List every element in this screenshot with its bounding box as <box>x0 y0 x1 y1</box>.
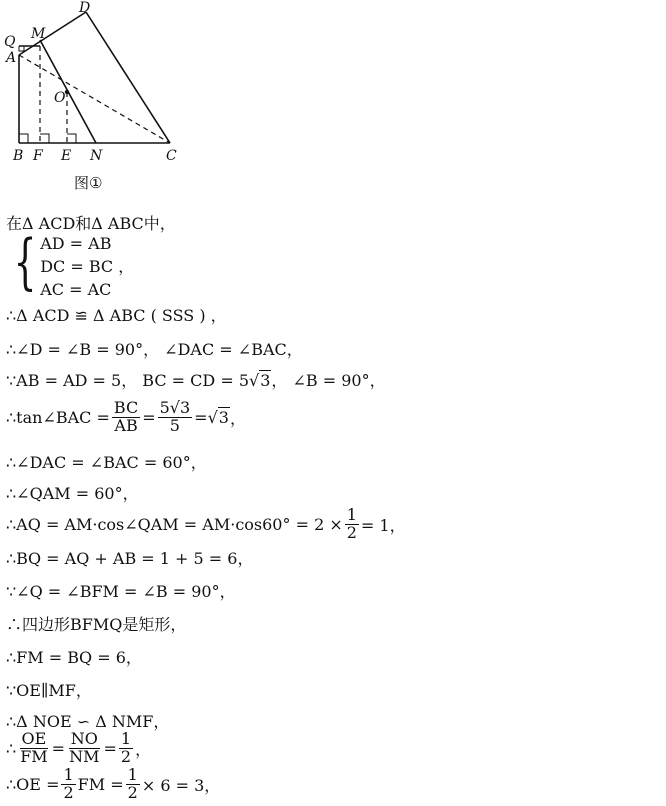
label-B: B <box>13 148 24 164</box>
line-3: ∴Δ ACD ≌ Δ ABC ( SSS ) ， <box>6 306 227 325</box>
line-17: ∴OE = $\frac{1}{2}$ FM = $\frac{1}{2}$ × 6 = 3， <box>6 765 221 802</box>
segment-AD <box>19 12 86 55</box>
line-5 <box>6 368 386 391</box>
segment-AC <box>19 55 170 143</box>
segment-DC <box>86 12 170 143</box>
line-16: ∴ $\frac{OE}{FM}$ = $\frac{NO}{NM}$ = $\frac{1}{2}$ ， <box>6 729 152 766</box>
fraction-half-b: $\frac{1}{2}$ <box>127 765 138 802</box>
line-7: ∴∠DAC = ∠BAC = 60°， <box>6 453 207 472</box>
line-5-part-a: ∵AB = AD = 5， BC = CD = 5 <box>6 371 250 390</box>
fraction-one-half: $\frac{1}{2}$ <box>346 505 357 542</box>
fraction-half-a: $\frac{1}{2}$ <box>63 765 74 802</box>
label-O: O <box>54 90 66 106</box>
fraction-bc-ab: $\frac{BC}{AB}$ <box>113 398 139 435</box>
tan-label: ∴tan∠BAC = <box>6 407 110 427</box>
fraction-no-nm: $\frac{NO}{NM}$ <box>69 729 100 766</box>
line-11: ∵∠Q = ∠BFM = ∠B = 90°， <box>6 582 236 601</box>
figure-caption: 图① <box>74 174 103 192</box>
label-A: A <box>6 50 17 66</box>
left-brace-icon: { <box>13 227 37 297</box>
eq-dc-bc: DC = BC ， <box>40 257 135 276</box>
fraction-5sqrt3-5: $\frac{5√3}{5}$ <box>159 398 191 435</box>
line-12: ∴四边形BFMQ是矩形， <box>6 615 187 634</box>
line-9-part-b: = 1， <box>360 515 406 535</box>
label-Q: Q <box>4 34 16 50</box>
label-N: N <box>90 148 103 164</box>
sqrt-3-result: √ 3 <box>207 408 229 428</box>
eq-ac-ac: AC = AC <box>40 280 112 299</box>
line-13: ∴FM = BQ = 6， <box>6 648 142 667</box>
line-6: ∴tan∠BAC = $\frac{BC}{AB}$ = $\frac{5√3}{5}$ = √ 3 ， <box>6 398 246 435</box>
line-14: ∵OE∥MF， <box>6 681 92 700</box>
sqrt-3: √ 3 <box>249 370 271 390</box>
eq-ad-ab: AD = AB <box>40 234 112 253</box>
geometry-figure <box>0 0 200 200</box>
line-15: ∴Δ NOE ∽ Δ NMF， <box>6 712 170 731</box>
fraction-oe-fm: $\frac{OE}{FM}$ <box>20 729 48 766</box>
label-C: C <box>166 148 177 164</box>
label-E: E <box>61 148 72 164</box>
line-1: 在Δ ACD和Δ ABC中， <box>6 214 176 233</box>
line-10: ∴BQ = AQ + AB = 1 + 5 = 6， <box>6 549 254 568</box>
line-5-part-c: ， ∠B = 90°， <box>271 371 386 390</box>
line-8: ∴∠QAM = 60°， <box>6 484 139 503</box>
line-9 <box>6 507 406 542</box>
label-M: M <box>31 26 46 42</box>
line-4: ∴∠D = ∠B = 90°， ∠DAC = ∠BAC， <box>6 340 303 359</box>
label-F: F <box>33 148 43 164</box>
line-9-part-a: ∴AQ = AM·cos∠QAM = AM·cos60° = 2 × <box>6 514 343 534</box>
fraction-one-half-2: $\frac{1}{2}$ <box>120 729 132 766</box>
system-of-equations <box>6 227 135 301</box>
label-D: D <box>79 0 91 16</box>
